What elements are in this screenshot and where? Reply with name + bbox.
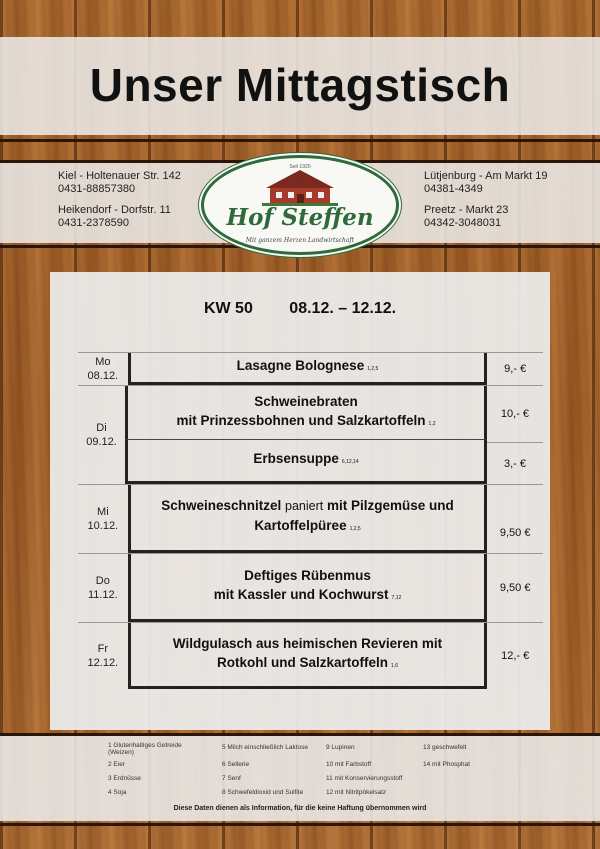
allergen-codes: 1,6 [391, 662, 398, 669]
divider-line [0, 139, 600, 142]
allergen-codes: 6,12,14 [341, 459, 359, 465]
dish-name: Erbsensuppe [253, 451, 339, 466]
location-preetz [424, 204, 508, 230]
day-cell [78, 386, 125, 484]
day-cell [78, 623, 128, 689]
day-date: 09.12. [86, 436, 117, 448]
legend-item: 4 Soja [108, 789, 127, 796]
dish-part-c: mit Pilzgemüse und [327, 498, 454, 513]
menu-row-thursday [78, 554, 543, 622]
hof-steffen-logo [201, 155, 399, 255]
location-phone: 0431-2378590 [58, 217, 129, 229]
dish-line-2: Rotkohl und Salzkartoffeln [217, 654, 389, 670]
legend-item: 10 mit Farbstoff [326, 761, 372, 768]
dish-part-a: Schweineschnitzel [161, 498, 282, 513]
week-label: KW 50 [203, 300, 253, 317]
allergen-codes: 1,2 [428, 420, 436, 427]
dish-name: Lasagne Bolognese [236, 358, 365, 373]
legend-item: 1 Glutenhaltiges Getreide [108, 742, 182, 749]
day-cell [78, 554, 128, 622]
allergen-codes: 1,2,5 [349, 526, 361, 532]
dish-cell [125, 440, 487, 484]
divider-line [0, 823, 600, 826]
legend-item: 7 Senf [222, 775, 241, 782]
week-range: 08.12. – 12.12. [289, 300, 397, 317]
dish-line-1: Wildgulasch aus heimischen Revieren mit [172, 635, 443, 651]
location-name: Kiel - Holtenauer Str. 142 [58, 170, 181, 182]
legend-item: 3 Erdnüsse [108, 775, 141, 782]
location-kiel [58, 170, 181, 196]
farmhouse-icon [262, 168, 338, 206]
divider-line [0, 733, 600, 736]
menu-table [78, 352, 543, 689]
legend-item: 12 mit Nitritpökelsalz [326, 789, 386, 796]
dish-line-2: Kartoffelpüree [254, 518, 347, 533]
price-cell: 9,50 € [499, 582, 531, 594]
price-cell: 3,- € [503, 457, 526, 470]
dish-cell [128, 353, 488, 385]
page-title: Unser Mittagstisch [89, 59, 511, 111]
location-heikendorf [58, 204, 171, 230]
dish-cell [128, 485, 488, 553]
location-luetjenburg [424, 170, 548, 196]
price-cell: 9,50 € [499, 527, 531, 539]
menu-row-friday [78, 623, 543, 689]
legend-item: 5 Milch einschließlich Laktose [222, 744, 308, 751]
legend-item: 8 Schwefeldioxid und Sulfite [222, 789, 304, 796]
day-date: 12.12. [87, 657, 119, 669]
day-name: Mo [95, 356, 111, 368]
day-date: 11.12. [87, 589, 118, 601]
price-cell: 9,- € [504, 363, 527, 375]
legend-item: 14 mit Phosphat [423, 761, 470, 768]
dish-line-2: mit Kassler und Kochwurst [213, 586, 389, 602]
price-cell: 10,- € [500, 408, 530, 420]
dish-line-1: Schweinebraten [254, 393, 358, 409]
legend-item: 6 Sellerie [222, 761, 250, 768]
dish-cell [128, 623, 488, 689]
menu-row-tuesday [78, 386, 543, 484]
disclaimer-text: Diese Daten dienen als Information, für die keine Haftung übernommen wird [173, 805, 427, 812]
week-heading [0, 300, 600, 318]
menu-row-wednesday [78, 485, 543, 553]
legend-item: 13 geschwefelt [423, 744, 467, 751]
location-phone: 0431-88857380 [58, 183, 136, 195]
day-cell [78, 485, 128, 553]
day-name: Fr [97, 643, 109, 655]
location-phone: 04381-4349 [424, 183, 483, 195]
logo-tagline: Mit ganzem Herzen Landwirtschaft [245, 237, 355, 244]
allergen-codes: 7,12 [391, 594, 402, 601]
location-name: Heikendorf - Dorfstr. 11 [58, 204, 171, 216]
logo-name: Hof Steffen [226, 204, 374, 231]
legend-item: (Weizen) [108, 749, 134, 756]
legend-item: 9 Lupinen [326, 744, 355, 751]
price-cell: 12,- € [501, 650, 530, 662]
day-name: Do [95, 575, 110, 587]
allergen-codes: 1,2,5 [367, 366, 379, 372]
dish-cell [125, 386, 487, 440]
dish-line-1: Deftiges Rübenmus [244, 567, 371, 583]
dish-part-b: paniert [285, 499, 324, 513]
location-phone: 04342-3048031 [424, 217, 502, 229]
legend-item: 11 mit Konservierungsstoff [326, 775, 403, 782]
day-name: Di [96, 422, 107, 434]
menu-row-monday [78, 353, 543, 385]
location-name: Preetz - Markt 23 [424, 204, 509, 216]
day-cell [78, 353, 128, 385]
legend-item: 2 Eier [108, 761, 125, 768]
dish-cell [128, 554, 488, 622]
day-name: Mi [97, 506, 109, 518]
day-date: 08.12. [87, 370, 119, 382]
location-name: Lütjenburg - Am Markt 19 [424, 170, 548, 182]
logo-since: Seit 1920 [289, 164, 311, 170]
dish-line-2: mit Prinzessbohnen und Salzkartoffeln [176, 412, 426, 428]
day-date: 10.12. [87, 520, 119, 532]
